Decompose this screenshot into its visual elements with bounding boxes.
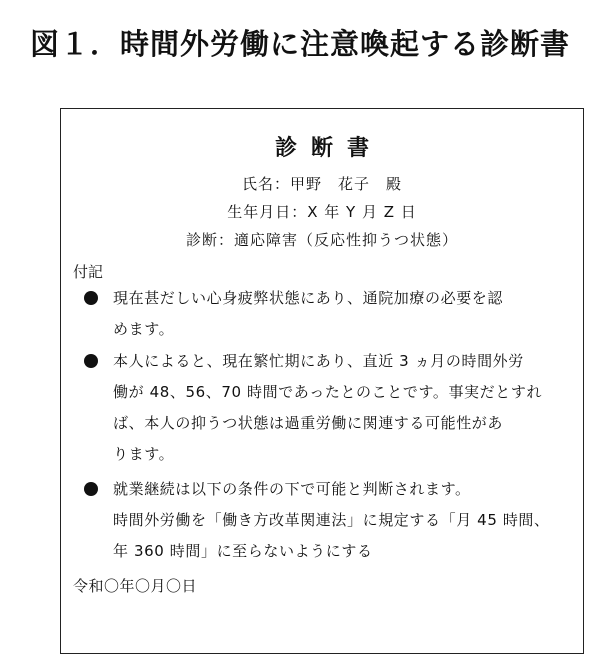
note-text [113, 283, 543, 345]
note-line: 時間外労働を「働き方改革関連法」に規定する「月 45 時間、 [113, 511, 550, 529]
note-item [83, 346, 543, 470]
note-line: 現在甚だしい心身疲弊状態にあり、通院加療の必要を認 [113, 289, 504, 307]
note-text [113, 474, 550, 567]
bullet-icon [83, 283, 105, 314]
note-line: ば、本人の抑うつ状態は過重労働に関連する可能性があ [113, 414, 504, 432]
medical-certificate [60, 108, 584, 654]
note-item [83, 474, 550, 567]
bullet-icon [83, 346, 105, 377]
bullet-icon [83, 474, 105, 505]
figure-title: 図１．時間外労働に注意喚起する診断書 [29, 27, 570, 61]
note-item [83, 283, 543, 345]
note-line: 就業継続は以下の条件の下で可能と判断されます。 [113, 480, 471, 498]
note-line: ります。 [113, 445, 175, 463]
patient-name: 氏名：甲野 花子 殿 [241, 175, 402, 193]
certificate-heading: 診断書 [274, 136, 383, 161]
addendum-label: 付記 [73, 263, 104, 281]
diagnosis: 診断：適応障害（反応性抑うつ状態） [185, 231, 458, 249]
issue-date: 令和〇年〇月〇日 [73, 577, 198, 595]
note-text [113, 346, 543, 470]
note-line: めます。 [113, 320, 175, 338]
note-line: 本人によると、現在繁忙期にあり、直近 3 ヵ月の時間外労 [113, 352, 524, 370]
note-line: 働が 48、56、70 時間であったとのことです。事実だとすれ [113, 383, 543, 401]
date-of-birth: 生年月日：X 年 Y 月 Z 日 [227, 203, 417, 221]
note-line: 年 360 時間」に至らないようにする [113, 542, 373, 560]
